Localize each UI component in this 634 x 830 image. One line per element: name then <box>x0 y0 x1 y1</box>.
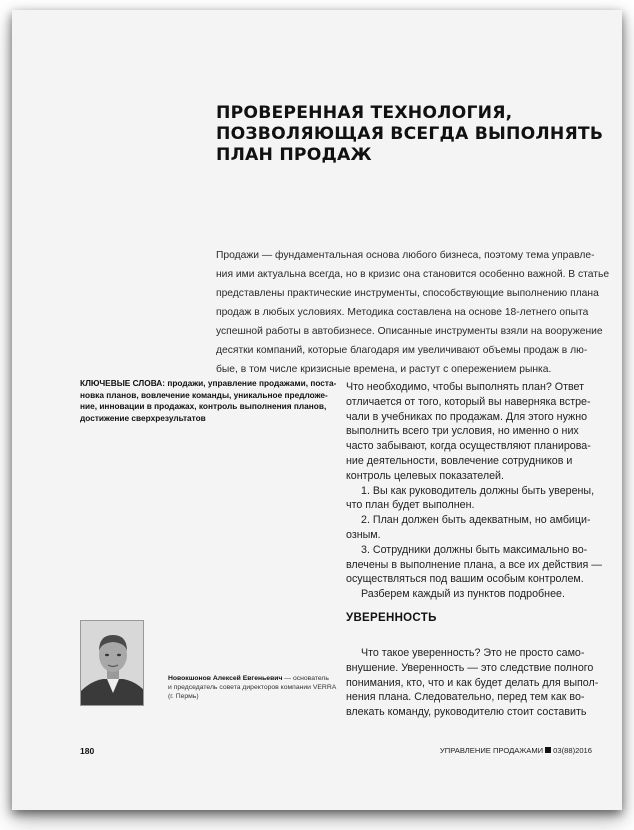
title-line: ПРОВЕРЕННАЯ ТЕХНОЛОГИЯ, <box>216 103 513 123</box>
title-line: ПЛАН ПРОДАЖ <box>216 145 372 165</box>
list-line: 2. План должен быть адекватным, но амбици- <box>361 514 591 527</box>
section-line: понимания, кто, что и как будет делать для выпол- <box>346 676 599 689</box>
author-line: и председатель совета директоров компании VERRA <box>168 684 337 691</box>
section-heading: УВЕРЕННОСТЬ <box>346 612 437 624</box>
body-line: контроль целевых показателей. <box>346 469 504 482</box>
keywords-line: достижение сверхрезультатов <box>80 412 206 423</box>
author-name: Новокшонов Алексей Евгеньевич <box>168 675 283 682</box>
intro-body <box>346 380 608 602</box>
abstract-line: продаж в любых условиях. Методика составлена на основе 18-летнего опыта <box>216 307 589 318</box>
section-line: Что такое уверенность? Это не просто само- <box>361 647 585 659</box>
section-body <box>346 646 608 720</box>
abstract-line: Продажи — фундаментальная основа любого бизнеса, поэтому тема управле- <box>216 250 595 261</box>
body-line: Что необходимо, чтобы выполнять план? Ответ <box>346 381 585 393</box>
body-line: отличается от того, который вы наверняка встре- <box>346 395 591 408</box>
article-abstract <box>216 246 610 379</box>
section-line: внушение. Уверенность — это следствие полного <box>346 661 594 674</box>
author-role: — основатель <box>282 675 329 682</box>
body-line: часто забывают, когда осуществляют планирова- <box>346 440 591 453</box>
body-line: выполнить всего три условия, но именно о них <box>346 425 579 438</box>
journal-name: УПРАВЛЕНИЕ ПРОДАЖАМИ <box>439 746 544 755</box>
journal-footer <box>440 746 592 755</box>
keywords-block <box>80 378 342 424</box>
author-caption <box>168 674 338 701</box>
journal-issue: 03(88)2016 <box>553 746 592 755</box>
keywords-line: ние, инновации в продажах, контроль выполнения планов, <box>80 401 327 411</box>
abstract-line: представлены практические инструменты, способствующие выполнению плана <box>216 288 599 299</box>
magazine-page <box>12 10 622 810</box>
section-line: нения плана. Следовательно, перед тем как во- <box>346 691 585 704</box>
list-line: 3. Сотрудники должны быть максимально во- <box>361 543 588 556</box>
title-line: ПОЗВОЛЯЮЩАЯ ВСЕГДА ВЫПОЛНЯТЬ <box>216 124 604 144</box>
abstract-line: бые, в том числе кризисные времена, и растут с опережением рынка. <box>216 364 552 375</box>
list-line: озным. <box>346 528 381 541</box>
abstract-line: успешной работы в автобизнесе. Описанные инструменты взяли на вооружение <box>216 326 603 337</box>
body-line: чали в учебниках по продажам. Для этого нужно <box>346 410 588 423</box>
body-line: ние деятельности, вовлечение сотрудников и <box>346 454 573 467</box>
author-photo <box>80 620 144 706</box>
list-line: влечены в выполнение плана, а все их действия — <box>346 558 602 571</box>
section-line: влекать команду, руководителю стоит составить <box>346 706 587 719</box>
square-bullet-icon <box>545 747 551 753</box>
keywords-line: КЛЮЧЕВЫЕ СЛОВА: продажи, управление продажами, поста- <box>80 378 337 388</box>
abstract-line: ния ими актуальна всегда, но в кризис она становится особенно важной. В статье <box>216 269 610 280</box>
article-title <box>216 103 604 166</box>
author-portrait-icon <box>81 621 144 706</box>
list-line: Разберем каждый из пунктов подробнее. <box>361 588 565 601</box>
page-number: 180 <box>80 746 95 756</box>
author-line: (г. Пермь) <box>168 693 199 700</box>
list-line: осуществляться под вашим особым контролем. <box>346 573 584 586</box>
list-line: 1. Вы как руководитель должны быть уверены, <box>361 484 595 497</box>
keywords-line: новка планов, вовлечение команды, уникальное предложе- <box>80 389 328 400</box>
list-line: что план будет выполнен. <box>346 499 475 512</box>
abstract-line: десятки компаний, которые благодаря им увеличивают объемы продаж в лю- <box>216 345 588 356</box>
